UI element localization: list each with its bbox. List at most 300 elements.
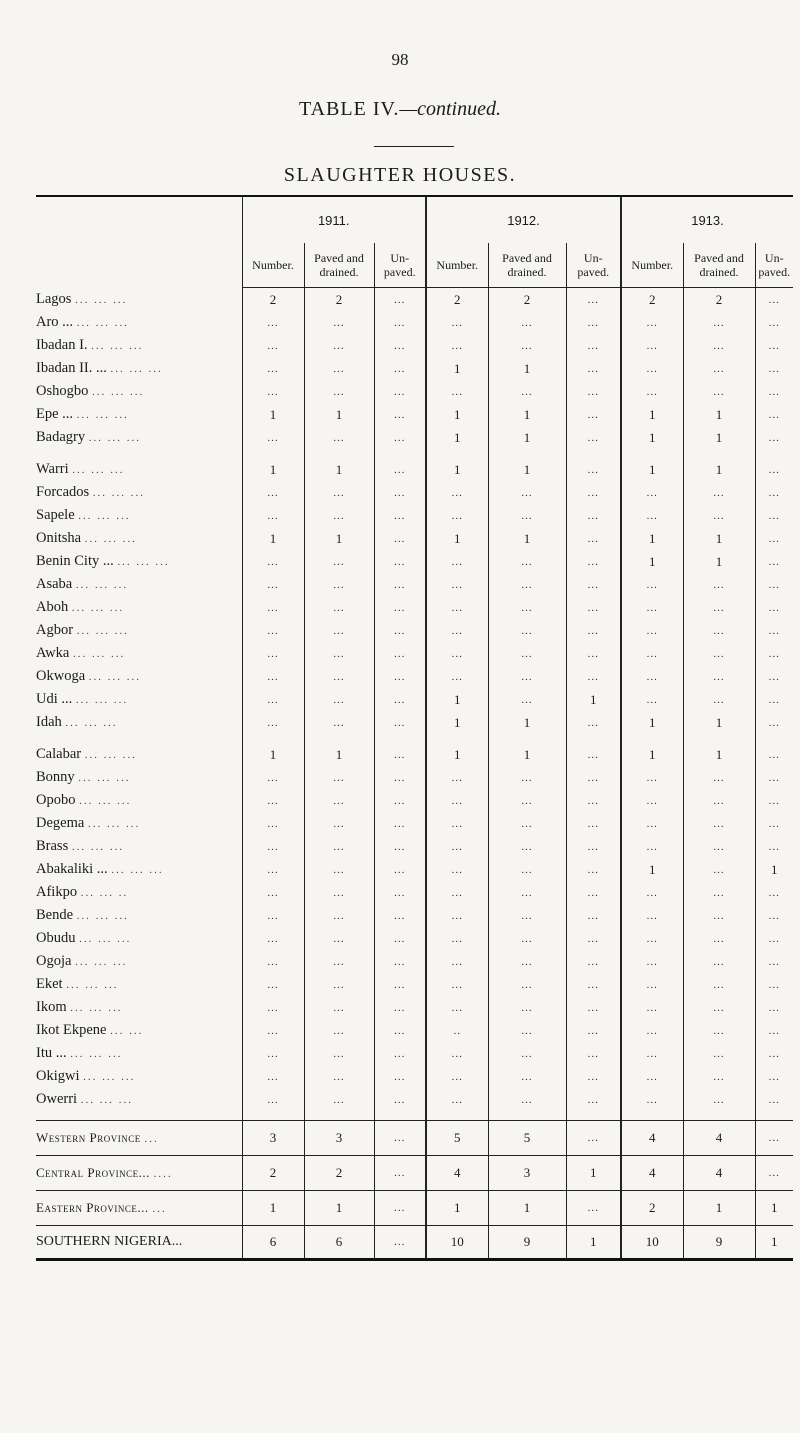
row-name: Agbor (36, 622, 74, 638)
cell-value: 1 (242, 743, 304, 766)
leader-dots: ... ... (110, 1025, 144, 1037)
leader-dots: ... ... ... (75, 694, 129, 706)
cell-value: ... (566, 1088, 621, 1111)
gap-cell (755, 1111, 793, 1121)
cell-value: ... (488, 927, 566, 950)
cell-value: 1 (242, 403, 304, 426)
table-row (36, 481, 793, 504)
cell-value: ... (755, 380, 793, 403)
cell-value: ... (621, 766, 683, 789)
leader-dots: ... ... ... (84, 749, 137, 761)
cell-value: ... (566, 357, 621, 380)
row-name: Central Province... (36, 1165, 150, 1180)
row-name: Oshogbo (36, 383, 89, 399)
cell-value: ... (621, 357, 683, 380)
cell-value: ... (304, 642, 374, 665)
cell-value: 1 (566, 1156, 621, 1191)
row-name: Aro ... (36, 314, 74, 330)
cell-value: ... (566, 766, 621, 789)
cell-value: ... (755, 688, 793, 711)
cell-value: 1 (426, 711, 488, 734)
cell-value: ... (683, 927, 755, 950)
cell-value: ... (374, 288, 426, 312)
cell-value: 1 (304, 743, 374, 766)
gap-cell (426, 449, 488, 458)
cell-value: ... (488, 789, 566, 812)
cell-value: ... (566, 858, 621, 881)
row-name: Ibadan II. ... (36, 360, 107, 376)
table-row (36, 1065, 793, 1088)
cell-value: ... (426, 1065, 488, 1088)
row-label (36, 311, 242, 334)
cell-value: ... (426, 642, 488, 665)
cell-value: 1 (426, 426, 488, 449)
leader-dots: ... ... ... (92, 487, 146, 499)
cell-value: ... (488, 812, 566, 835)
cell-value: ... (374, 904, 426, 927)
cell-value: ... (621, 881, 683, 904)
cell-value: ... (374, 1121, 426, 1156)
gap-cell (566, 734, 621, 743)
cell-value: ... (242, 904, 304, 927)
cell-value: ... (304, 1019, 374, 1042)
cell-value: ... (304, 766, 374, 789)
table-row (36, 596, 793, 619)
cell-value: ... (374, 1019, 426, 1042)
cell-value: ... (683, 1088, 755, 1111)
row-name: Ikom (36, 999, 67, 1015)
row-label (36, 426, 242, 449)
group-gap (36, 734, 793, 743)
cell-value: 1 (621, 403, 683, 426)
header-paved (304, 243, 374, 288)
gap-cell (374, 734, 426, 743)
cell-value: ... (566, 1065, 621, 1088)
cell-value: ... (426, 996, 488, 1019)
cell-value: 6 (242, 1226, 304, 1260)
cell-value: ... (426, 380, 488, 403)
cell-value: ... (755, 334, 793, 357)
cell-value: ... (755, 481, 793, 504)
cell-value: ... (566, 1042, 621, 1065)
cell-value: 1 (755, 1226, 793, 1260)
cell-value: ... (566, 1191, 621, 1226)
cell-value: ... (488, 835, 566, 858)
cell-value: ... (242, 1042, 304, 1065)
cell-value: ... (755, 711, 793, 734)
table-title-main: TABLE IV. (298, 98, 400, 120)
cell-value: ... (426, 596, 488, 619)
leader-dots: ... ... ... (75, 956, 128, 968)
header-unpaved (755, 243, 793, 288)
cell-value: ... (374, 458, 426, 481)
cell-value: ... (755, 1121, 793, 1156)
cell-value: ... (426, 881, 488, 904)
row-name: Epe ... (36, 406, 74, 422)
cell-value: ... (374, 573, 426, 596)
table-row (36, 812, 793, 835)
row-name: Udi ... (36, 691, 73, 707)
cell-value: 1 (566, 688, 621, 711)
cell-value: ... (566, 996, 621, 1019)
gap-cell (426, 734, 488, 743)
gap-cell (566, 449, 621, 458)
row-name: Brass (36, 838, 69, 854)
gap-cell (304, 734, 374, 743)
leader-dots: ... ... ... (88, 671, 142, 683)
cell-value: ... (755, 835, 793, 858)
row-label (36, 1156, 242, 1191)
cell-value: 1 (488, 357, 566, 380)
gap-cell (36, 449, 242, 458)
cell-value: ... (374, 1065, 426, 1088)
cell-value: 1 (242, 527, 304, 550)
row-name: Calabar (36, 746, 82, 762)
leader-dots: ... ... ... (76, 317, 129, 329)
page-number: 98 (391, 50, 409, 69)
cell-value: ... (683, 950, 755, 973)
paved-label-1: Paved and (502, 251, 552, 265)
cell-value: 1 (683, 527, 755, 550)
unpaved-label-2: paved. (383, 265, 416, 279)
cell-value: 1 (426, 357, 488, 380)
cell-value: ... (304, 619, 374, 642)
cell-value: 1 (304, 458, 374, 481)
row-label (36, 743, 242, 766)
cell-value: ... (755, 403, 793, 426)
cell-value: ... (683, 996, 755, 1019)
leader-dots: ... ... ... (78, 510, 131, 522)
leader-dots: ... (152, 1203, 167, 1215)
leader-dots: ... ... ... (66, 979, 119, 991)
cell-value: ... (304, 1088, 374, 1111)
cell-value: ... (683, 688, 755, 711)
table-row (36, 835, 793, 858)
cell-value: ... (755, 550, 793, 573)
cell-value: 1 (426, 1191, 488, 1226)
gap-cell (36, 1111, 242, 1121)
cell-value: ... (426, 550, 488, 573)
row-name: Eastern Province... (36, 1200, 149, 1215)
cell-value: ... (683, 357, 755, 380)
cell-value: ... (374, 711, 426, 734)
cell-value: ... (304, 311, 374, 334)
cell-value: ... (374, 311, 426, 334)
year-header-row (36, 197, 793, 243)
cell-value: ... (755, 789, 793, 812)
cell-value: ... (242, 665, 304, 688)
cell-value: ... (242, 881, 304, 904)
cell-value: ... (755, 596, 793, 619)
row-label (36, 1226, 242, 1260)
row-label (36, 1088, 242, 1111)
cell-value: ... (755, 357, 793, 380)
cell-value: ... (374, 812, 426, 835)
gap-cell (488, 1111, 566, 1121)
cell-value: ... (488, 334, 566, 357)
table-row (36, 927, 793, 950)
cell-value: 1 (683, 711, 755, 734)
cell-value: ... (683, 665, 755, 688)
cell-value: 2 (242, 1156, 304, 1191)
cell-value: ... (304, 996, 374, 1019)
cell-value: 1 (755, 1191, 793, 1226)
cell-value: ... (426, 619, 488, 642)
cell-value: ... (242, 334, 304, 357)
gap-cell (621, 734, 683, 743)
cell-value: ... (242, 481, 304, 504)
cell-value: ... (566, 812, 621, 835)
cell-value: ... (755, 927, 793, 950)
cell-value: ... (566, 334, 621, 357)
cell-value: ... (374, 403, 426, 426)
leader-dots: ... ... ... (72, 464, 125, 476)
header-number: Number. (242, 243, 304, 288)
row-label (36, 996, 242, 1019)
header-paved (488, 243, 566, 288)
cell-value: ... (304, 1042, 374, 1065)
cell-value: 1 (426, 527, 488, 550)
cell-value: ... (566, 1121, 621, 1156)
cell-value: ... (621, 927, 683, 950)
cell-value: ... (304, 504, 374, 527)
summary-row (36, 1156, 793, 1191)
cell-value: ... (566, 573, 621, 596)
row-label (36, 973, 242, 996)
cell-value: 2 (304, 288, 374, 312)
table-row (36, 1019, 793, 1042)
cell-value: ... (755, 1019, 793, 1042)
cell-value: 2 (621, 288, 683, 312)
cell-value: 2 (426, 288, 488, 312)
cell-value: ... (621, 596, 683, 619)
cell-value: ... (683, 334, 755, 357)
leader-dots: ... ... ... (76, 910, 129, 922)
cell-value: ... (621, 835, 683, 858)
cell-value: ... (566, 789, 621, 812)
cell-value: ... (374, 950, 426, 973)
total-row (36, 1226, 793, 1260)
cell-value: ... (426, 904, 488, 927)
cell-value: ... (683, 1065, 755, 1088)
gap-cell (621, 1111, 683, 1121)
cell-value: ... (566, 426, 621, 449)
cell-value: ... (242, 688, 304, 711)
row-name: Western Province (36, 1130, 141, 1145)
cell-value: 1 (683, 403, 755, 426)
cell-value: 1 (304, 527, 374, 550)
cell-value: 2 (683, 288, 755, 312)
cell-value: ... (304, 973, 374, 996)
cell-value: ... (242, 789, 304, 812)
cell-value: ... (755, 504, 793, 527)
row-label (36, 458, 242, 481)
cell-value: ... (304, 334, 374, 357)
cell-value: ... (242, 835, 304, 858)
row-name: Ibadan I. (36, 337, 88, 353)
cell-value: ... (683, 311, 755, 334)
cell-value: ... (304, 380, 374, 403)
cell-value: 9 (683, 1226, 755, 1260)
cell-value: ... (304, 881, 374, 904)
cell-value: ... (242, 550, 304, 573)
row-name: Afikpo (36, 884, 78, 900)
group-gap (36, 1111, 793, 1121)
cell-value: ... (304, 950, 374, 973)
unpaved-label-1: Un- (583, 251, 603, 265)
table-row (36, 1042, 793, 1065)
cell-value: 1 (683, 743, 755, 766)
cell-value: ... (621, 812, 683, 835)
cell-value: 1 (488, 1191, 566, 1226)
leader-dots: ... ... ... (72, 648, 126, 660)
cell-value: ... (566, 550, 621, 573)
cell-value: ... (683, 904, 755, 927)
cell-value: 1 (426, 403, 488, 426)
table-row (36, 403, 793, 426)
gap-cell (566, 1111, 621, 1121)
leader-dots: ... ... ... (80, 1094, 133, 1106)
row-name: Ogoja (36, 953, 72, 969)
row-name: Lagos (36, 290, 72, 307)
cell-value: 1 (621, 711, 683, 734)
cell-value: 1 (488, 458, 566, 481)
cell-value: ... (374, 596, 426, 619)
cell-value: ... (755, 973, 793, 996)
cell-value: ... (621, 789, 683, 812)
cell-value: ... (566, 950, 621, 973)
cell-value: ... (304, 835, 374, 858)
cell-value: 1 (621, 743, 683, 766)
cell-value: 9 (488, 1226, 566, 1260)
cell-value: 4 (621, 1156, 683, 1191)
cell-value: ... (621, 619, 683, 642)
table-row (36, 996, 793, 1019)
leader-dots: ... ... ... (65, 717, 118, 729)
cell-value: ... (755, 619, 793, 642)
cell-value: ... (242, 426, 304, 449)
cell-value: ... (242, 812, 304, 835)
table-row (36, 904, 793, 927)
cell-value: 1 (683, 426, 755, 449)
leader-dots: ... ... ... (79, 795, 132, 807)
table-row (36, 288, 793, 312)
leader-dots: ... ... ... (87, 818, 141, 830)
gap-cell (488, 449, 566, 458)
cell-value: ... (488, 550, 566, 573)
cell-value: ... (242, 619, 304, 642)
gap-cell (755, 449, 793, 458)
header-blank-sub (36, 243, 242, 288)
cell-value: ... (566, 1019, 621, 1042)
gap-cell (488, 734, 566, 743)
cell-value: ... (755, 665, 793, 688)
cell-value: ... (683, 642, 755, 665)
cell-value: 1 (621, 858, 683, 881)
cell-value: 1 (426, 458, 488, 481)
cell-value: ... (242, 311, 304, 334)
gap-cell (683, 734, 755, 743)
cell-value: ... (426, 334, 488, 357)
cell-value: ... (755, 426, 793, 449)
row-label (36, 835, 242, 858)
cell-value: ... (683, 619, 755, 642)
cell-value: 3 (304, 1121, 374, 1156)
cell-value: ... (374, 550, 426, 573)
leader-dots: ... ... ... (70, 1048, 123, 1060)
cell-value: ... (374, 380, 426, 403)
cell-value: ... (304, 426, 374, 449)
row-label (36, 812, 242, 835)
row-label (36, 789, 242, 812)
row-label (36, 858, 242, 881)
header-number: Number. (621, 243, 683, 288)
row-label (36, 596, 242, 619)
cell-value: ... (755, 1156, 793, 1191)
summary-row (36, 1121, 793, 1156)
cell-value: 6 (304, 1226, 374, 1260)
table-row (36, 688, 793, 711)
row-name: Bonny (36, 769, 75, 785)
row-label (36, 766, 242, 789)
cell-value: ... (755, 996, 793, 1019)
cell-value: 1 (426, 688, 488, 711)
row-label (36, 481, 242, 504)
cell-value: 4 (426, 1156, 488, 1191)
cell-value: ... (621, 573, 683, 596)
table-row (36, 665, 793, 688)
row-label (36, 1019, 242, 1042)
cell-value: ... (488, 596, 566, 619)
row-label (36, 1065, 242, 1088)
cell-value: ... (242, 357, 304, 380)
cell-value: ... (566, 881, 621, 904)
cell-value: ... (304, 711, 374, 734)
row-label (36, 403, 242, 426)
cell-value: ... (488, 380, 566, 403)
cell-value: ... (488, 619, 566, 642)
unpaved-label-2: paved. (577, 265, 610, 279)
cell-value: ... (683, 766, 755, 789)
leader-dots: ... ... ... (71, 602, 125, 614)
row-label (36, 380, 242, 403)
table-row (36, 426, 793, 449)
cell-value: ... (242, 996, 304, 1019)
cell-value: ... (374, 766, 426, 789)
cell-value: ... (374, 619, 426, 642)
cell-value: ... (621, 642, 683, 665)
cell-value: 1 (488, 426, 566, 449)
cell-value: ... (683, 380, 755, 403)
cell-value: ... (755, 1042, 793, 1065)
cell-value: 1 (621, 550, 683, 573)
table-row (36, 858, 793, 881)
group-gap (36, 449, 793, 458)
row-name: Obudu (36, 930, 76, 946)
cell-value: ... (374, 996, 426, 1019)
cell-value: 1 (621, 458, 683, 481)
cell-value: ... (374, 973, 426, 996)
cell-value: ... (374, 1042, 426, 1065)
leader-dots: ... ... ... (76, 625, 129, 637)
cell-value: ... (304, 858, 374, 881)
cell-value: 1 (488, 711, 566, 734)
cell-value: ... (304, 789, 374, 812)
cell-value: ... (242, 504, 304, 527)
row-name: Benin City ... (36, 553, 114, 569)
cell-value: ... (621, 504, 683, 527)
cell-value: ... (488, 504, 566, 527)
